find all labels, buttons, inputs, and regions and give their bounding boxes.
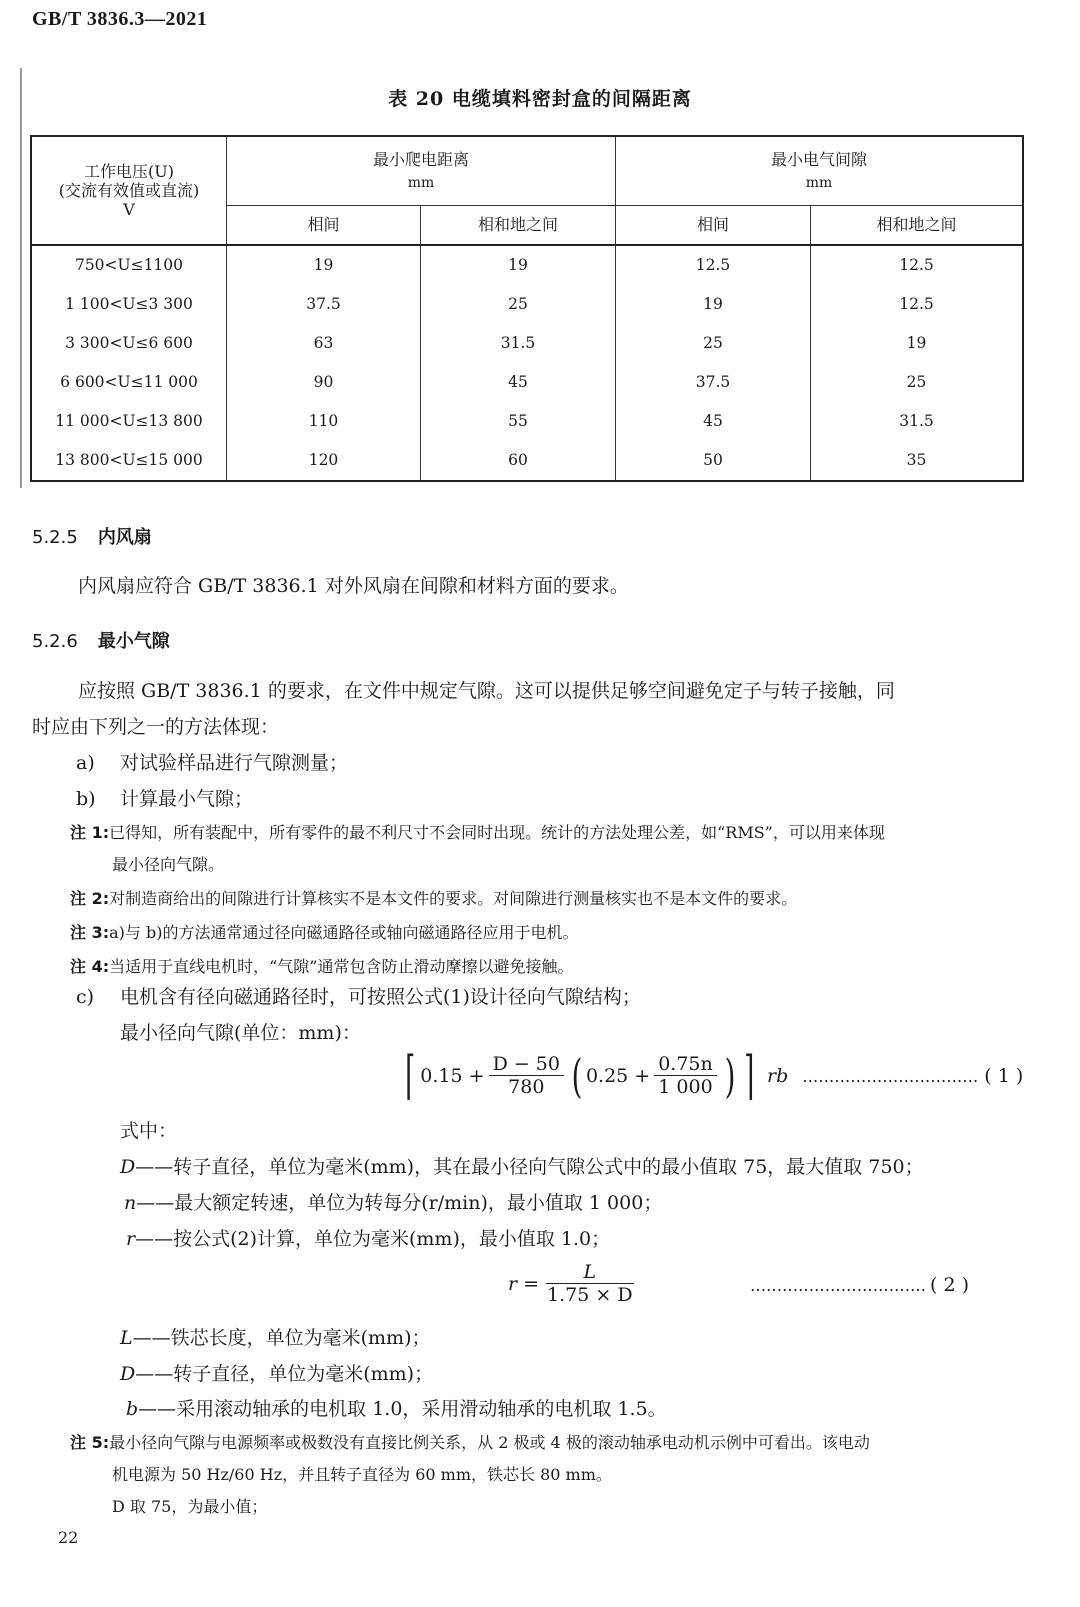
formula-term: rb	[767, 1065, 789, 1088]
list-marker: c)	[76, 986, 95, 1008]
subheader-cell: 相间	[616, 206, 811, 246]
distance-value-cell: 19	[227, 245, 421, 285]
definition-text: ——采用滚动轴承的电机取 1.0，采用滑动轴承的电机取 1.5。	[138, 1398, 667, 1420]
bracket-left: ⌈	[405, 1045, 416, 1106]
clearance-title: 最小电气间隙	[770, 150, 867, 169]
definition-D2	[120, 1360, 433, 1389]
note-text: 当适用于直线电机时，“气隙”通常包含防止滑动摩擦以避免接触。	[109, 957, 574, 976]
paren-right: )	[724, 1048, 736, 1103]
fraction-numerator: L	[546, 1262, 635, 1284]
formula-2	[508, 1262, 641, 1307]
list-item-a	[76, 749, 348, 778]
distance-value-cell: 19	[616, 285, 811, 324]
definition-L	[120, 1324, 430, 1353]
symbol: D	[120, 1156, 136, 1178]
section-5-2-6-heading	[32, 627, 170, 653]
note-2	[70, 884, 797, 914]
distance-value-cell: 120	[227, 441, 421, 481]
list-item-c	[76, 983, 641, 1012]
equation-number: ( 1 )	[984, 1065, 1024, 1088]
voltage-header-line: 工作电压(U)	[84, 161, 174, 181]
distance-value-cell: 63	[227, 324, 421, 363]
voltage-range-cell: 750<U≤1100	[31, 245, 227, 285]
section-5-2-6-body-line2: 时应由下列之一的方法体现：	[32, 716, 280, 738]
document-id: GB/T 3836.3—2021	[32, 8, 208, 30]
note-text: 对制造商给出的间隙进行计算核实不是本文件的要求。对间隙进行测量核实也不是本文件的要求。	[109, 889, 798, 908]
leader-dots: ……………………………	[750, 1275, 926, 1295]
list-text: 对试验样品进行气隙测量；	[120, 752, 349, 774]
note-label: 注 4:	[70, 957, 110, 976]
distance-value-cell: 110	[227, 402, 421, 441]
note-text: 最小径向气隙与电源频率或极数没有直接比例关系，从 2 极或 4 极的滚动轴承电动机示例中可看出。该电动	[109, 1433, 870, 1452]
formula-intro: 最小径向气隙(单位：mm)：	[120, 1022, 361, 1044]
formula-term: 0.15 +	[420, 1065, 485, 1088]
fraction-numerator: D − 50	[489, 1054, 564, 1076]
clearance-unit: mm	[805, 175, 833, 192]
formula-lhs: r =	[508, 1273, 540, 1296]
fraction	[654, 1054, 717, 1099]
clearance-header	[616, 136, 1024, 206]
table-row	[31, 363, 1023, 402]
list-marker: a)	[76, 752, 95, 774]
distance-value-cell: 37.5	[616, 363, 811, 402]
voltage-header-unit: V	[123, 200, 135, 220]
table-caption: 表 20 电缆填料密封盒的间隔距离	[388, 88, 692, 110]
note-text: a)与 b)的方法通常通过径向磁通路径或轴向磁通路径应用于电机。	[109, 923, 579, 942]
note-5-continued: 机电源为 50 Hz/60 Hz，并且转子直径为 60 mm，铁芯长 80 mm。	[112, 1465, 612, 1484]
wherein-label: 式中：	[120, 1120, 178, 1142]
creepage-unit: mm	[407, 175, 435, 192]
section-5-2-6-body-line1: 应按照 GB/T 3836.1 的要求，在文件中规定气隙。这可以提供足够空间避免定子与转子接触，同	[78, 680, 895, 702]
voltage-range-cell: 13 800<U≤15 000	[55, 451, 203, 470]
symbol: b	[126, 1398, 139, 1420]
note-3	[70, 918, 578, 948]
equation-number: ( 2 )	[930, 1274, 969, 1296]
distance-value-cell: 60	[421, 441, 616, 481]
symbol: L	[120, 1327, 133, 1349]
section-5-2-5-body: 内风扇应符合 GB/T 3836.1 对外风扇在间隙和材料方面的要求。	[78, 575, 629, 597]
distance-value-cell: 25	[421, 285, 616, 324]
voltage-header-line: (交流有效值或直流)	[58, 180, 200, 200]
note-text: 已得知，所有装配中，所有零件的最不利尺寸不会同时出现。统计的方法处理公差，如“RMS”，可以用来体现	[109, 823, 885, 842]
symbol: D	[120, 1363, 136, 1385]
section-5-2-5-heading	[32, 523, 152, 549]
bracket-right: ⌉	[743, 1045, 754, 1106]
distance-value-cell: 55	[421, 402, 616, 441]
section-title: 最小气隙	[97, 631, 170, 652]
fraction-denominator: 1.75 × D	[547, 1283, 633, 1306]
definition-text: ——铁芯长度，单位为毫米(mm)；	[132, 1327, 431, 1349]
note-label: 注 2:	[70, 889, 110, 908]
section-number: 5.2.5	[32, 527, 78, 548]
paren-left: (	[571, 1048, 583, 1103]
distance-value-cell: 37.5	[227, 285, 421, 324]
table-row	[31, 324, 1023, 363]
definition-text: ——转子直径，单位为毫米(mm)；	[135, 1363, 434, 1385]
distance-value-cell: 19	[811, 324, 1024, 363]
distance-value-cell: 90	[227, 363, 421, 402]
list-text: 计算最小气隙；	[120, 788, 254, 810]
distance-value-cell: 12.5	[811, 245, 1024, 285]
formula-2-tag	[750, 1274, 969, 1296]
distance-value-cell: 45	[616, 402, 811, 441]
note-1	[70, 818, 885, 848]
list-item-b	[76, 785, 253, 814]
note-5	[70, 1428, 870, 1458]
spacing-table	[30, 135, 1024, 482]
definition-text: ——转子直径，单位为毫米(mm)，其在最小径向气隙公式中的最小值取 75，最大值取 750；	[135, 1156, 924, 1178]
list-text: 电机含有径向磁通路径时，可按照公式(1)设计径向气隙结构；	[120, 986, 641, 1008]
definition-r	[126, 1225, 610, 1254]
creepage-header	[227, 136, 616, 206]
list-marker: b)	[76, 788, 96, 810]
voltage-range-cell: 11 000<U≤13 800	[55, 412, 203, 431]
definition-b	[126, 1395, 667, 1424]
table-row	[31, 441, 1023, 481]
definition-text: ——按公式(2)计算，单位为毫米(mm)，最小值取 1.0；	[135, 1228, 611, 1250]
distance-value-cell: 35	[811, 441, 1024, 481]
note-label: 注 5:	[70, 1433, 110, 1452]
fraction	[489, 1054, 564, 1099]
distance-value-cell: 12.5	[811, 285, 1024, 324]
leader-dots: ……………………………	[802, 1066, 979, 1086]
symbol: n	[124, 1192, 137, 1214]
definition-D	[120, 1153, 924, 1182]
distance-value-cell: 25	[811, 363, 1024, 402]
distance-value-cell: 31.5	[811, 402, 1024, 441]
distance-value-cell: 25	[616, 324, 811, 363]
voltage-range-cell: 1 100<U≤3 300	[65, 295, 193, 314]
subheader-cell: 相和地之间	[421, 206, 616, 246]
voltage-range-cell: 3 300<U≤6 600	[65, 334, 193, 353]
distance-value-cell: 31.5	[421, 324, 616, 363]
creepage-title: 最小爬电距离	[372, 150, 469, 169]
definition-n	[124, 1189, 662, 1218]
note-5-continued: D 取 75，为最小值；	[112, 1497, 268, 1516]
distance-value-cell: 12.5	[616, 245, 811, 285]
distance-value-cell: 19	[421, 245, 616, 285]
note-1-continued: 最小径向气隙。	[112, 855, 225, 874]
margin-bar	[20, 68, 22, 488]
formula-1	[400, 1045, 1024, 1106]
fraction-denominator: 1 000	[658, 1075, 713, 1098]
section-title: 内风扇	[97, 527, 152, 548]
page-number: 22	[58, 1528, 79, 1547]
subheader-cell: 相和地之间	[811, 206, 1024, 246]
note-label: 注 3:	[70, 923, 110, 942]
symbol: r	[126, 1228, 136, 1250]
fraction-numerator: 0.75n	[654, 1054, 717, 1076]
fraction	[543, 1262, 637, 1307]
fraction-denominator: 780	[508, 1075, 545, 1098]
table-row	[31, 285, 1023, 324]
section-number: 5.2.6	[32, 631, 78, 652]
voltage-header	[31, 136, 227, 245]
note-4	[70, 952, 573, 982]
distance-value-cell: 50	[616, 441, 811, 481]
distance-value-cell: 45	[421, 363, 616, 402]
note-label: 注 1:	[70, 823, 110, 842]
table-row	[31, 245, 1023, 285]
subheader-cell: 相间	[227, 206, 421, 246]
definition-text: ——最大额定转速，单位为转每分(r/min)，最小值取 1 000；	[136, 1192, 663, 1214]
table-row	[31, 402, 1023, 441]
formula-term: 0.25 +	[585, 1065, 651, 1088]
voltage-range-cell: 6 600<U≤11 000	[60, 373, 198, 392]
